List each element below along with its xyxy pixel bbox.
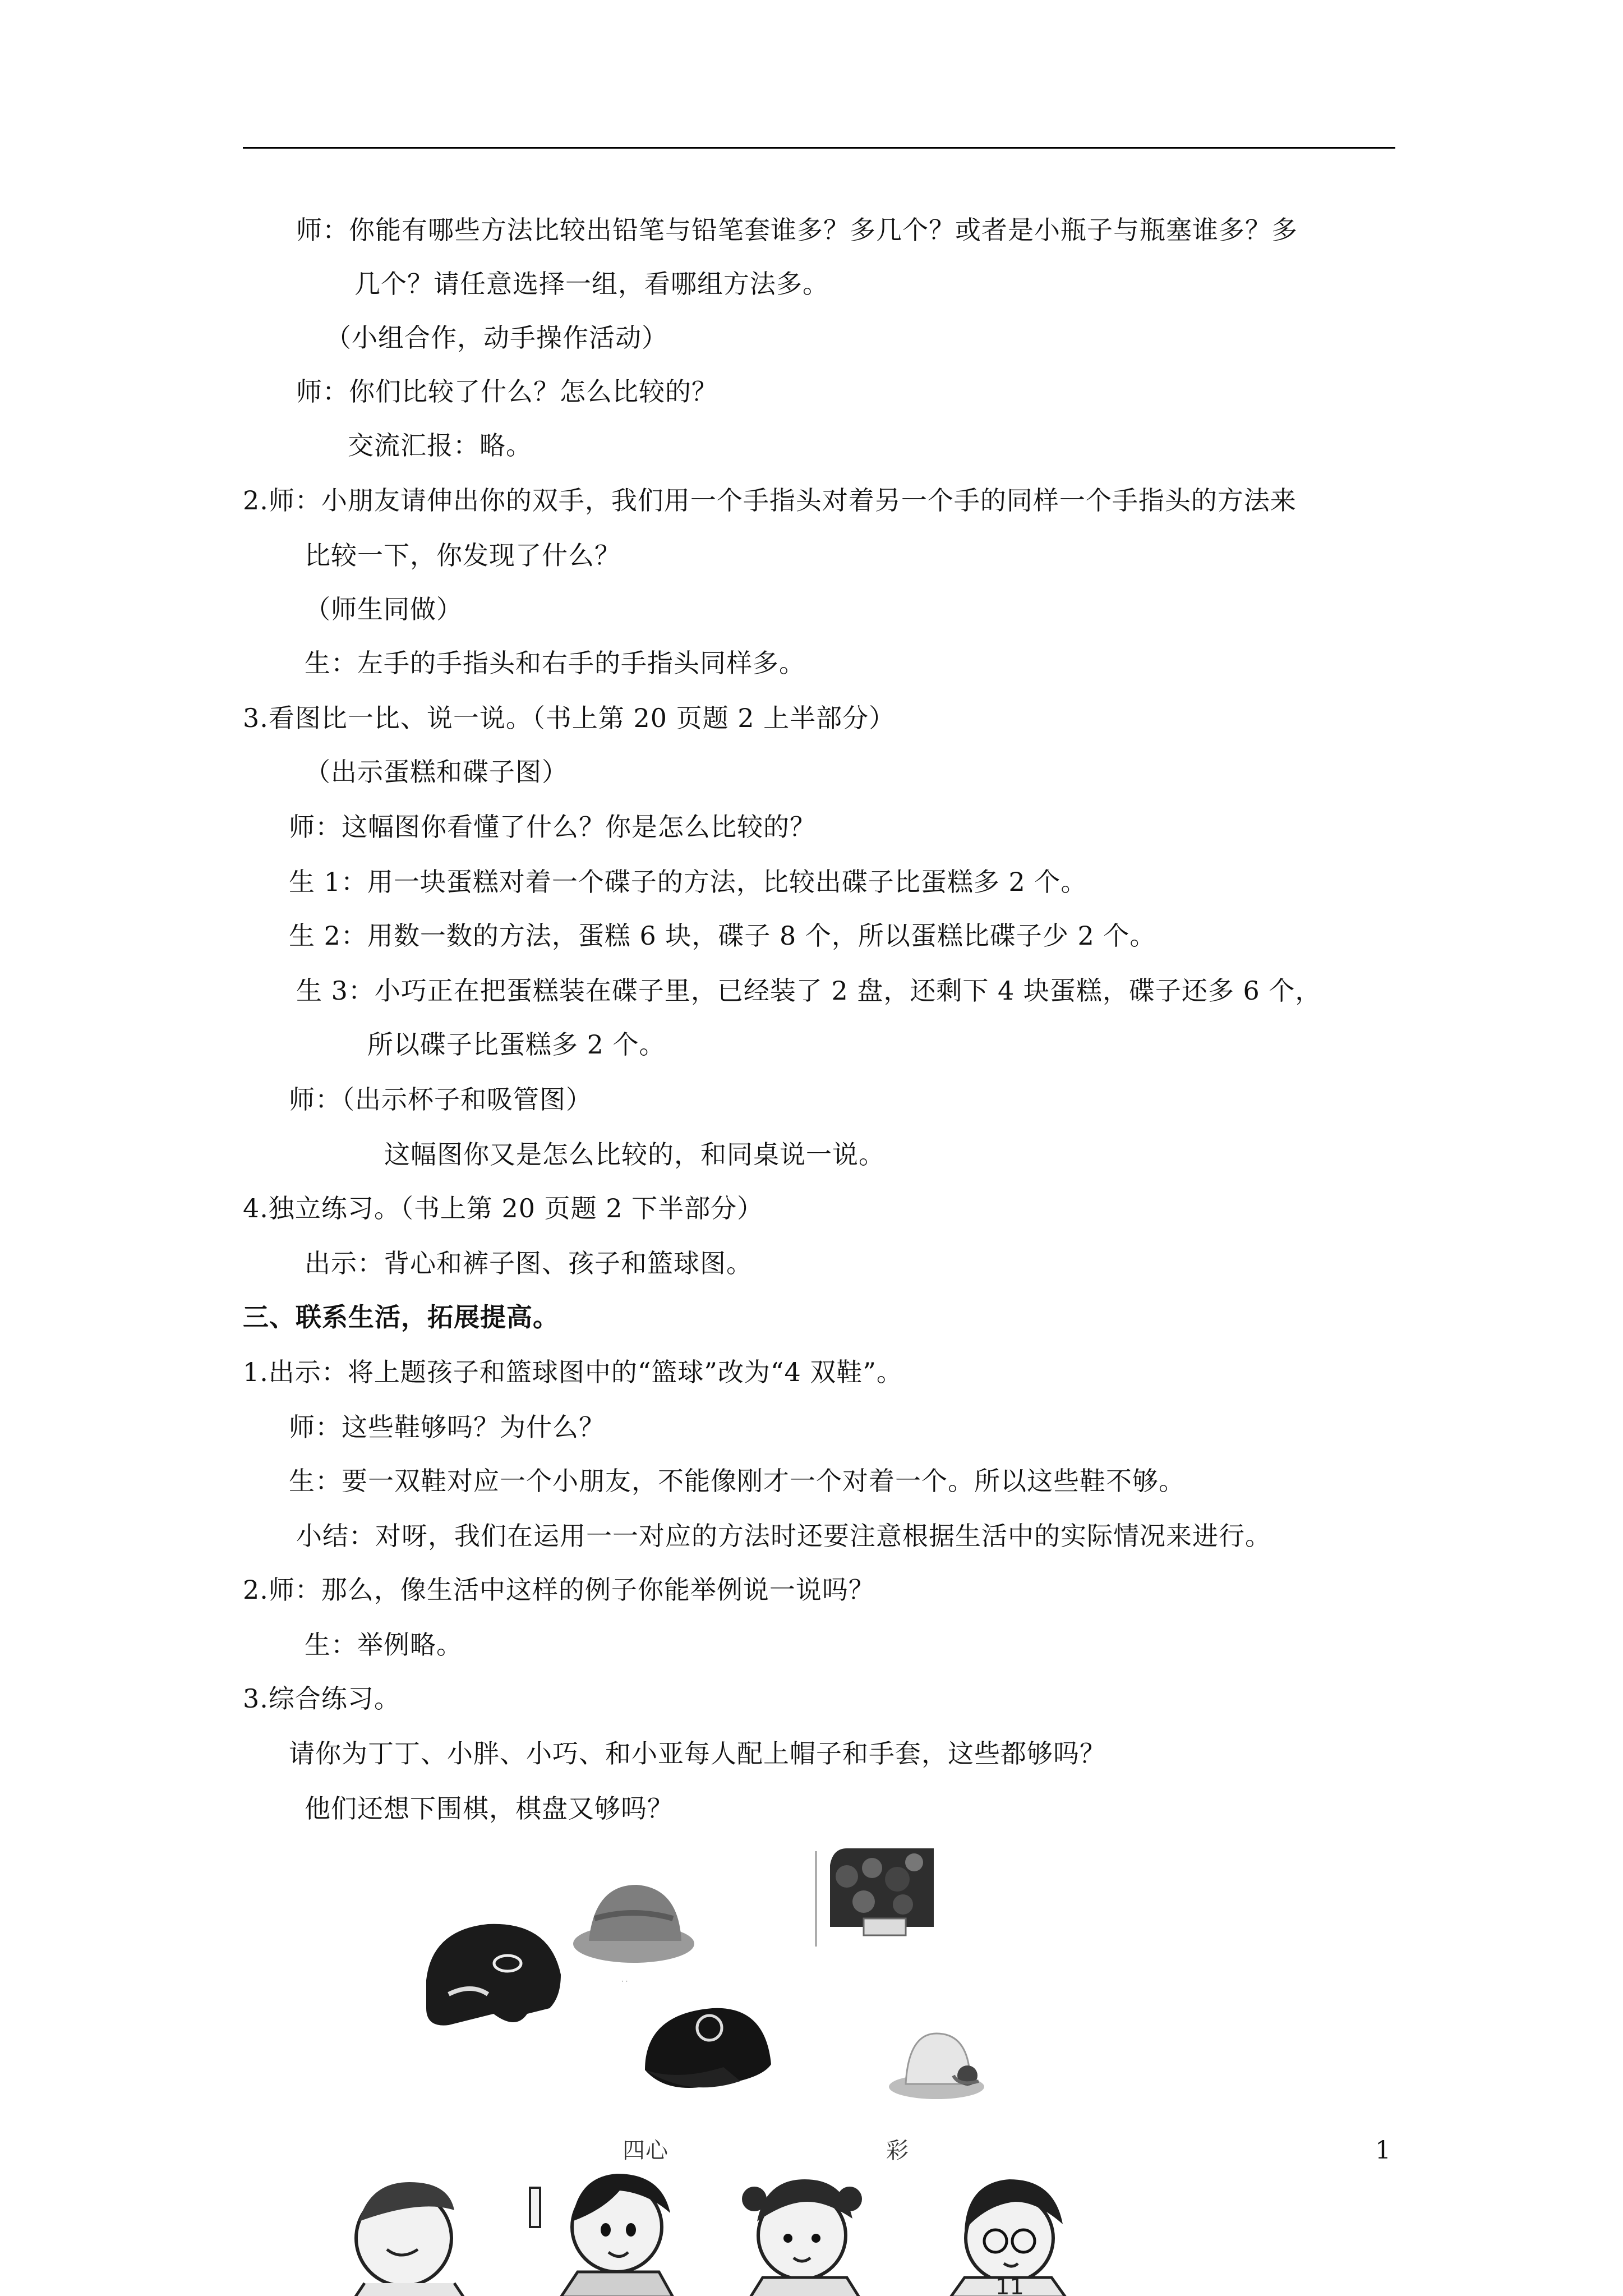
paragraph-line: 出示：背心和裤子图、孩子和篮球图。 (305, 1248, 753, 1278)
paragraph-line: 1.出示：将上题孩子和篮球图中的“篮球”改为“4 双鞋”。 (243, 1357, 903, 1387)
furry-winter-hat-image (816, 1848, 934, 1947)
child-dingding-image (353, 2182, 465, 2296)
light-bucket-hat-image (889, 2033, 984, 2099)
paragraph-line: 生：举例略。 (305, 1630, 463, 1660)
page-number: 1 (1375, 2136, 1391, 2165)
paragraph-line: 他们还想下围棋，棋盘又够吗？ (305, 1793, 674, 1824)
paragraph-line: 生 1：用一块蛋糕对着一个碟子的方法，比较出碟子比蛋糕多 2 个。 (289, 867, 1087, 897)
grey-sun-hat-image (573, 1885, 694, 1985)
paragraph-line: 几个？请任意选择一组，看哪组方法多。 (354, 269, 829, 299)
paragraph-line: 生 3：小巧正在把蛋糕装在碟子里，已经装了 2 盘，还剩下 4 块蛋糕，碟子还多 6 个， (296, 976, 1322, 1006)
paragraph-line: 比较一下，你发现了什么？ (305, 540, 621, 570)
paragraph-line: 师：你能有哪些方法比较出铅笔与铅笔套谁多？多几个？或者是小瓶子与瓶塞谁多？多 (296, 215, 1298, 245)
child-xiaopang-image (530, 2174, 673, 2296)
paragraph-line: 3.看图比一比、说一说。（书上第 20 页题 2 上半部分） (243, 703, 896, 733)
paragraph-line: （小组合作，动手操作活动） (325, 323, 668, 353)
paragraph-line: 师：这些鞋够吗？为什么？ (289, 1412, 605, 1442)
paragraph-line: 师：（出示杯子和吸管图） (289, 1084, 592, 1115)
paragraph-line: （师生同做） (305, 594, 463, 624)
overlay-fragment-mid: 四心 (623, 2138, 668, 2164)
paragraph-line: 4.独立练习。（书上第 20 页题 2 下半部分） (243, 1193, 764, 1223)
black-cap-with-logo-image (645, 2008, 771, 2088)
paragraph-line: 这幅图你又是怎么比较的，和同桌说一说。 (384, 1139, 885, 1170)
paragraph-line: 生 2：用数一数的方法，蛋糕 6 块，碟子 8 个，所以蛋糕比碟子少 2 个。 (289, 921, 1156, 951)
paragraph-line: 所以碟子比蛋糕多 2 个。 (367, 1029, 666, 1060)
child-xiaoqiao-image (742, 2179, 862, 2296)
svg-text:11: 11 (995, 2274, 1024, 2296)
paragraph-line: （出示蛋糕和碟子图） (305, 757, 568, 787)
paragraph-line: 3.综合练习。 (243, 1683, 400, 1714)
paragraph-line: 交流汇报：略。 (348, 430, 532, 461)
svg-text:· ·: · · (621, 1977, 628, 1985)
paragraph-line: 小结：对呀，我们在运用一一对应的方法时还要注意根据生活中的实际情况来进行。 (296, 1521, 1271, 1551)
overlay-fragment-right: 彩 (886, 2138, 909, 2164)
child-xiaoya-image (951, 2179, 1066, 2296)
section-heading: 三、联系生活，拓展提高。 (243, 1302, 559, 1332)
paragraph-line: 师：这幅图你看懂了什么？你是怎么比较的？ (289, 812, 816, 842)
paragraph-line: 2.师：小朋友请伸出你的双手，我们用一个手指头对着另一个手的同样一个手指头的方法来 (243, 485, 1297, 516)
black-baseball-cap-image (426, 1924, 561, 2026)
paragraph-line: 请你为丁丁、小胖、小巧、和小亚每人配上帽子和手套，这些都够吗？ (289, 1738, 1106, 1769)
paragraph-line: 生：要一双鞋对应一个小朋友，不能像刚才一个对着一个。所以这些鞋不够。 (289, 1466, 1185, 1496)
paragraph-line: 师：你们比较了什么？怎么比较的？ (296, 376, 718, 407)
paragraph-line: 2.师：那么，像生活中这样的例子你能举例说一说吗？ (243, 1575, 875, 1605)
paragraph-line: 生：左手的手指头和右手的手指头同样多。 (305, 648, 805, 678)
